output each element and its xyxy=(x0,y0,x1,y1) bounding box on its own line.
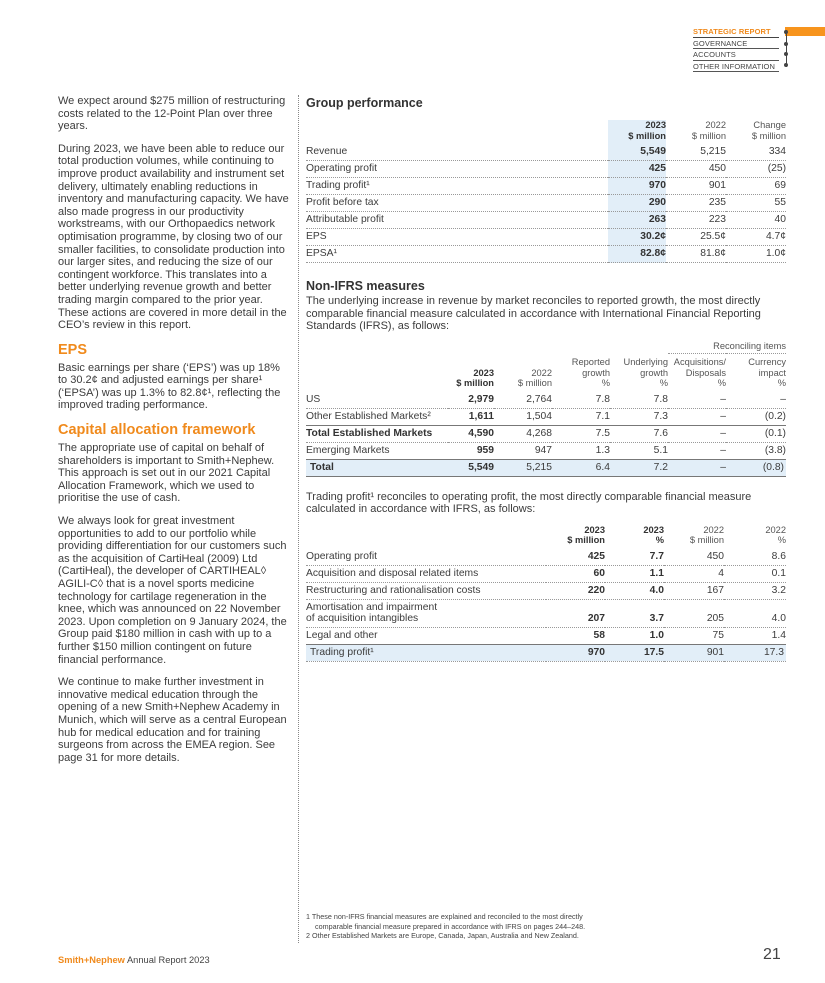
section-nav xyxy=(693,27,779,73)
nav-line xyxy=(786,30,787,67)
table-row: Profit before tax 290 235 55 xyxy=(306,195,786,212)
capital-paragraph-3: We continue to make further investment in innovative medical education through the opening of a new Smith+Nephew Academy in Munich, which will serve as a central European hub for medical education and for training surgeons from across the EMEA region. See page 31 for more details. xyxy=(58,676,287,764)
footer-report-title xyxy=(58,955,210,965)
table-row: Restructuring and rationalisation costs 220 4.0 167 3.2 xyxy=(306,582,786,599)
capital-paragraph-2: We always look for great investment opportunities to add to our portfolio while providing differentiation for our customers such as the acquisition of CartiHeal (2009) Ltd (CartiHeal), the developer of CARTIHEAL◊ AGILI-C◊ that is a novel sports medicine technology for cartilage regeneration in the knee, which was announced on 22 November 2023. Upon completion on 9 January 2024, the Group paid $180 million in cash with up to a further $150 million contingent on future financial performance. xyxy=(58,515,287,666)
footnotes xyxy=(306,912,726,941)
reconciling-row xyxy=(306,341,786,354)
production-paragraph: During 2023, we have been able to reduce our total production volumes, while continuing to improve product availability and instrument set delivery, ultimately enabling reductions in inventory and manufacturing capacity. We have also made progress in our productivity workstreams, with our Orthopaedics network optimisation programme, by closing two of our smaller facilities, to consolidate production into our larger sites, and reducing the size of our contingent workforce. This translates into a better underlying revenue growth and better trading margin compared to the prior year. These actions are covered in more detail in the CEO’s review in this report. xyxy=(58,142,289,332)
table-row: Total Established Markets 4,590 4,268 7.5 7.6 – (0.1) xyxy=(306,425,786,442)
table-row: Operating profit 425 450 (25) xyxy=(306,161,786,178)
reconciling-items-label: Reconciling items xyxy=(668,341,786,354)
trading-profit-intro: Trading profit¹ reconciles to operating profit, the most directly comparable financial measure calculated in accordance with IFRS, as follows: xyxy=(306,490,752,516)
right-column xyxy=(306,96,786,662)
table-row: Legal and other 58 1.0 75 1.4 xyxy=(306,627,786,644)
nav-dot xyxy=(784,42,788,46)
restructuring-paragraph: We expect around $275 million of restructuring costs related to the 12-Point Plan over three years. xyxy=(58,95,286,133)
table-row: Other Established Markets² 1,611 1,504 7.1 7.3 – (0.2) xyxy=(306,408,786,425)
table-row: Trading profit¹ 970 901 69 xyxy=(306,178,786,195)
capital-paragraph-1: The appropriate use of capital on behalf of shareholders is important to Smith+Nephew. This approach is set out in our 2021 Capital Allocation Framework, which we used to prioritise the use of cash. xyxy=(58,442,275,505)
column-divider xyxy=(298,95,299,943)
table-header-row: 2023 $ million 2023 % 2022 $ million 2022 % xyxy=(567,524,786,546)
table-header-row: 2023 $ million 2022 $ million Change $ million xyxy=(306,120,786,144)
group-performance-title: Group performance xyxy=(306,96,423,110)
nav-other-information[interactable]: OTHER INFORMATION xyxy=(693,62,779,73)
table-row: EPSA¹ 82.8¢ 81.8¢ 1.0¢ xyxy=(306,246,786,263)
footnote-1: 1 These non-IFRS financial measures are explained and reconciled to the most directly xyxy=(306,912,583,921)
left-column xyxy=(58,95,290,774)
eps-heading: EPS xyxy=(58,341,88,358)
nav-dot xyxy=(784,52,788,56)
report-label: Annual Report 2023 xyxy=(124,955,210,965)
table-row: Operating profit 425 7.7 450 8.6 xyxy=(306,549,786,566)
trading-profit-table xyxy=(306,525,786,662)
group-performance-table xyxy=(306,120,786,263)
footnote-1-cont: comparable financial measure prepared in accordance with IFRS on pages 244–248. xyxy=(315,921,586,931)
nav-strategic-report[interactable]: STRATEGIC REPORT xyxy=(693,27,779,38)
page-number: 21 xyxy=(763,946,781,963)
nav-governance[interactable]: GOVERNANCE xyxy=(693,39,779,50)
total-row: Trading profit¹ 970 17.5 901 17.3 xyxy=(306,644,786,661)
nav-dot xyxy=(784,30,788,34)
market-reconciliation-table xyxy=(306,341,786,477)
section-marker-bar xyxy=(785,27,825,36)
table-row: Attributable profit 263 223 40 xyxy=(306,212,786,229)
table-row: EPS 30.2¢ 25.5¢ 4.7¢ xyxy=(306,229,786,246)
table-row: Emerging Markets 959 947 1.3 5.1 – (3.8) xyxy=(306,442,786,459)
table-header-row: 2023 $ million 2022 $ million Reported growth % Underlying growth % Acquisitions/ Disposals % Currency impact % xyxy=(456,357,786,389)
table-row: Amortisation and impairment of acquisition intangibles 207 3.7 205 4.0 xyxy=(306,599,786,627)
non-ifrs-title: Non-IFRS measures xyxy=(306,279,425,293)
eps-paragraph: Basic earnings per share (‘EPS’) was up 18% to 30.2¢ and adjusted earnings per share¹ (‘EPSA’) was up 1.3% to 82.8¢¹, reflecting the improved trading performance. xyxy=(58,361,281,412)
table-row: Acquisition and disposal related items 60 1.1 4 0.1 xyxy=(306,565,786,582)
non-ifrs-intro: The underlying increase in revenue by market reconciles to reported growth, the most directly comparable financial measure calculated in accordance with International Financial Reporting Standards (IFRS), as follows: xyxy=(306,295,761,333)
brand-name: Smith+Nephew xyxy=(58,955,125,965)
nav-accounts[interactable]: ACCOUNTS xyxy=(693,50,779,61)
footnote-2: 2 Other Established Markets are Europe, Canada, Japan, Australia and New Zealand. xyxy=(306,931,579,941)
table-row: US 2,979 2,764 7.8 7.8 – – xyxy=(306,392,786,409)
total-row: Total 5,549 5,215 6.4 7.2 – (0.8) xyxy=(306,459,786,476)
table-row: Revenue 5,549 5,215 334 xyxy=(306,144,786,161)
nav-dot xyxy=(784,63,788,67)
capital-allocation-heading: Capital allocation framework xyxy=(58,422,256,439)
